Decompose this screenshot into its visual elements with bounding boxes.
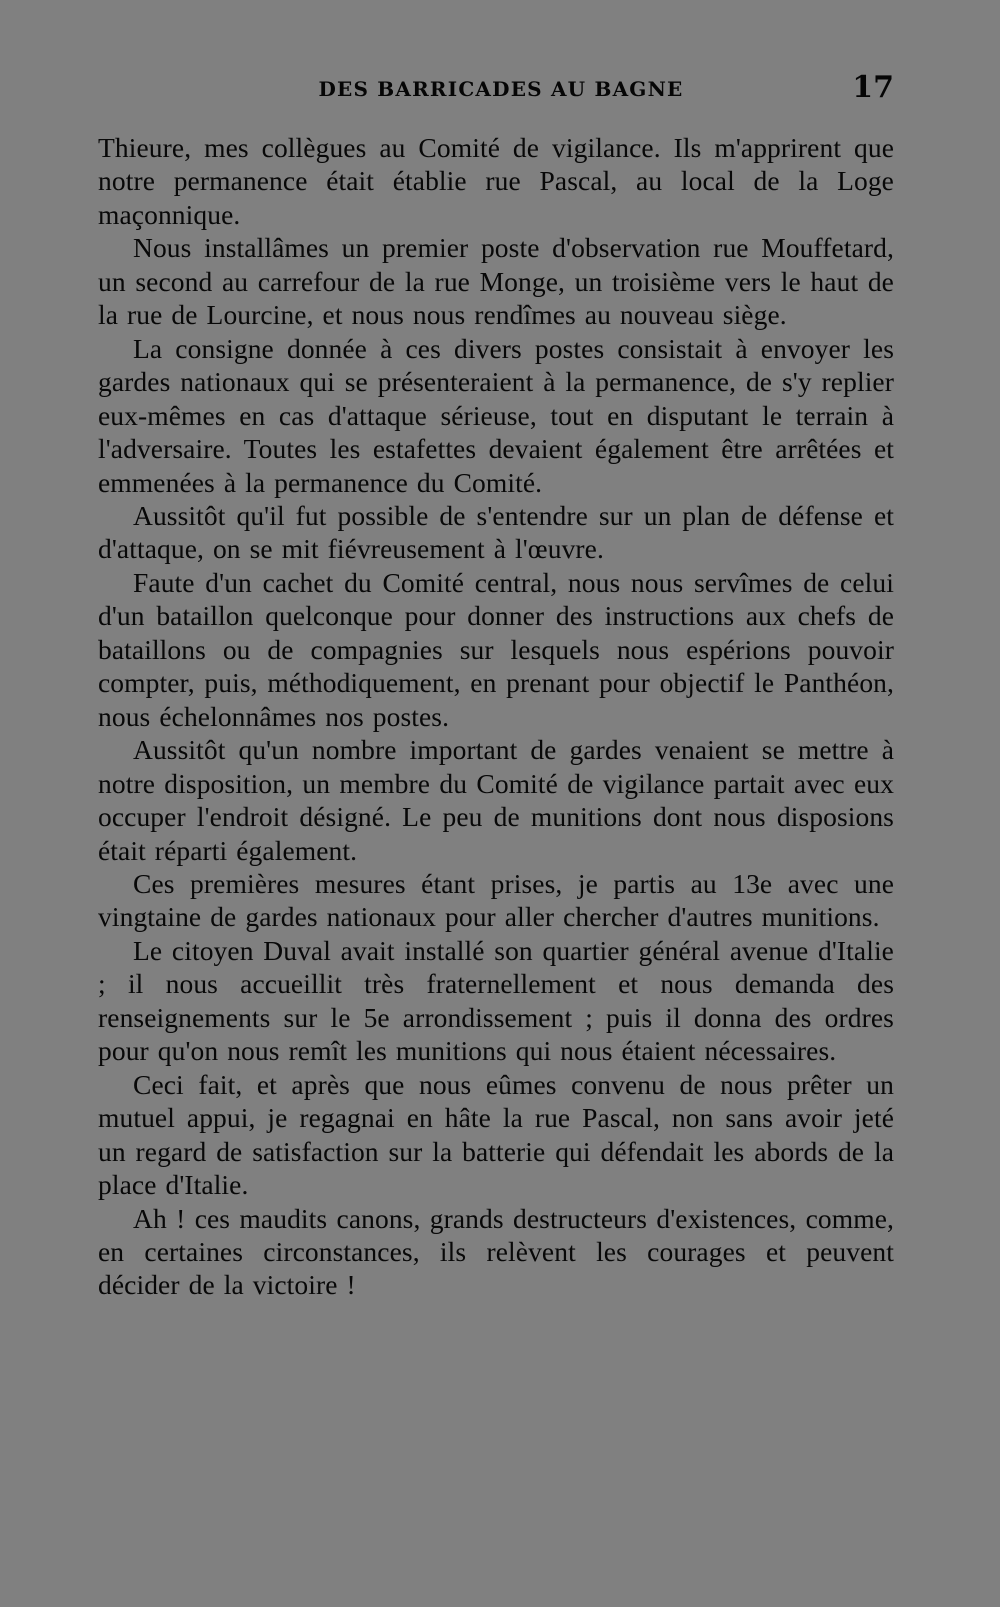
running-title: DES BARRICADES AU BAGNE bbox=[318, 77, 684, 101]
paragraph: Ah ! ces maudits canons, grands destructeurs d'existences, comme, en certaines circonstances, ils relèvent les courages et peuvent décider de la victoire ! bbox=[98, 1202, 894, 1301]
paragraph: Aussitôt qu'un nombre important de gardes venaient se mettre à notre disposition, un membre du Comité de vigilance partait avec eux occuper l'endroit désigné. Le peu de munitions dont nous disposions était réparti également. bbox=[98, 734, 894, 866]
running-head bbox=[98, 70, 894, 110]
paragraph: Le citoyen Duval avait installé son quartier général avenue d'Italie ; il nous accueillit très fraternellement et nous demanda des renseignements sur le 5e arrondissement ; puis il donna des ordres pour qu'on nous remît les munitions qui nous étaient nécessaires. bbox=[98, 934, 894, 1067]
paragraph: Nous installâmes un premier poste d'observation rue Mouffetard, un second au carrefour de la rue Monge, un troisième vers le haut de la rue de Lourcine, et nous nous rendîmes au nouveau siège. bbox=[98, 232, 894, 331]
body-text bbox=[98, 131, 894, 1302]
paragraph: Aussitôt qu'il fut possible de s'entendre sur un plan de défense et d'attaque, on se mit fiévreusement à l'œuvre. bbox=[98, 499, 894, 565]
paragraph: La consigne donnée à ces divers postes consistait à envoyer les gardes nationaux qui se présenteraient à la permanence, de s'y replier eux-mêmes en cas d'attaque sérieuse, tout en disputant le terrain à l'adversaire. Toutes les estafettes devaient également être arrêtées et emmenées à la permanence du Comité. bbox=[98, 332, 894, 498]
paragraph: Faute d'un cachet du Comité central, nous nous servîmes de celui d'un bataillon quelconque pour donner des instructions aux chefs de bataillons ou de compagnies sur lesquels nous espérions pouvoir compter, puis, méthodiquement, en prenant pour objectif le Panthéon, nous échelonnâmes nos postes. bbox=[98, 566, 894, 732]
page-number: 17 bbox=[852, 70, 894, 105]
paragraph: Ceci fait, et après que nous eûmes convenu de nous prêter un mutuel appui, je regagnai en hâte la rue Pascal, non sans avoir jeté un regard de satisfaction sur la batterie qui défendait les abords de la place d'Italie. bbox=[98, 1068, 894, 1201]
paragraph: Thieure, mes collègues au Comité de vigilance. Ils m'apprirent que notre permanence était établie rue Pascal, au local de la Loge maçonnique. bbox=[98, 132, 894, 230]
paragraph: Ces premières mesures étant prises, je partis au 13e avec une vingtaine de gardes nationaux pour aller chercher d'autres munitions. bbox=[98, 867, 894, 933]
